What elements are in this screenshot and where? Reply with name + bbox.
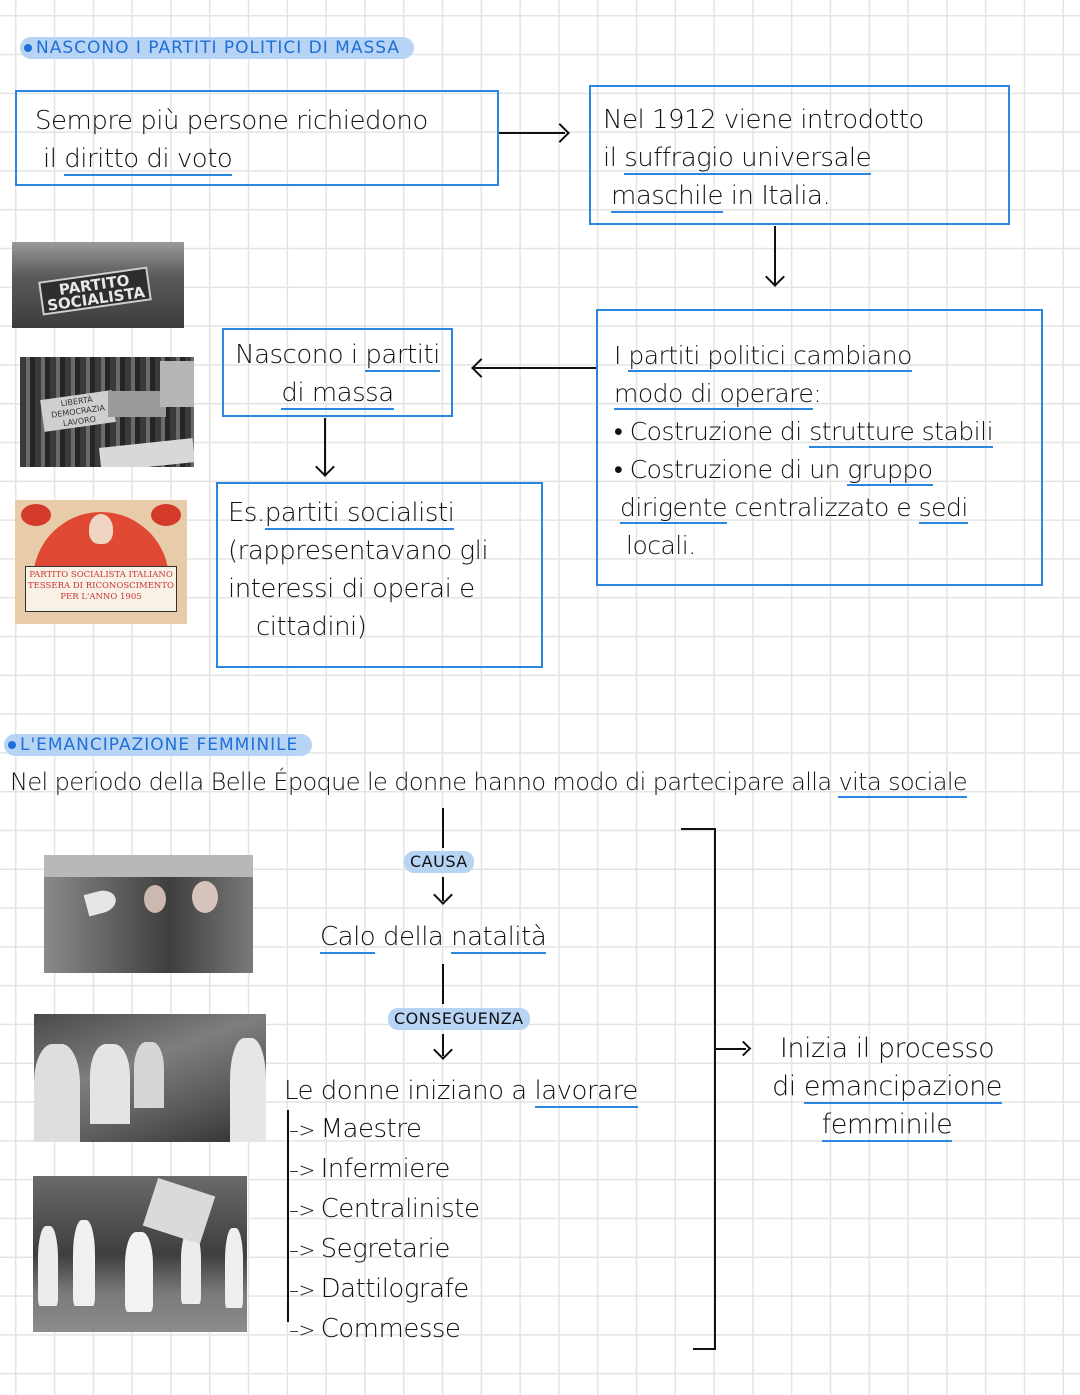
list-item [289,1310,479,1350]
branch-arrow-icon: –> [289,1318,321,1342]
text: Es. [228,498,265,528]
branch-arrow-icon: –> [289,1198,321,1222]
arrow-down-icon [315,457,335,477]
underlined-lavorare: lavorare [534,1076,638,1106]
card-caption-line1: PARTITO SOCIALISTA ITALIANO [29,570,173,580]
bracket-vertical [714,828,716,1350]
text: il [43,144,65,174]
section-heading-emancipazione [4,734,312,756]
box-nascono-partiti [222,328,453,417]
job-label: Centraliniste [320,1194,480,1224]
section-heading-partiti [20,37,414,59]
box-suffragio-1912 [589,85,1010,225]
job-label: Segretarie [320,1234,450,1264]
marcher-figure [38,1226,58,1306]
marcher-figure [225,1228,243,1308]
rally-crowd-photo [20,357,194,467]
box-voto-line1: Sempre più persone richiedono [35,106,428,136]
underlined-calo: Calo [320,922,376,952]
heading-text: NASCONO I PARTITI POLITICI DI MASSA [36,38,401,58]
underlined-suffragio-universale: suffragio universale [624,143,872,173]
branch-arrow-icon: –> [289,1158,321,1182]
underlined-maschile: maschile [611,181,724,211]
text: in Italia. [723,181,831,211]
text: Nel periodo della Belle Époque le donne hanno modo di partecipare alla [10,768,839,796]
job-label: Dattilografe [320,1274,469,1304]
text: • Costruzione di un [614,455,848,484]
list-item [289,1150,479,1190]
bracket-top [681,828,715,830]
box-diritto-voto [15,90,499,186]
box-1912-line1: Nel 1912 viene introdotto [603,105,924,135]
carnation-icon [151,504,181,526]
text: I [614,341,629,370]
underlined-partiti: partiti [365,340,440,370]
intro-sentence [10,763,967,801]
label-causa: CAUSA [404,851,474,873]
text: : [813,379,822,408]
women-factory-workers-photo [34,1014,266,1142]
underlined-vita-sociale: vita sociale [838,768,968,796]
branch-arrow-icon: –> [289,1118,321,1142]
underlined-natalita: natalità [451,922,547,952]
arrow-down-icon [433,1040,453,1060]
underlined-gruppo: gruppo [847,455,933,484]
list-item [289,1190,479,1230]
carnation-icon [21,504,51,526]
bullet-dot-icon [8,741,16,749]
marcher-figure [73,1220,95,1306]
calo-natalita [320,918,546,956]
job-label: Maestre [320,1114,422,1144]
branch-arrow-icon: –> [289,1238,321,1262]
banner-text: PARTITO SOCIALISTA [38,267,152,316]
women-protest-megaphone-photo [44,855,253,973]
box-esempio-socialisti [216,482,543,668]
connector-line [442,964,444,1004]
bullet-dot-icon [24,44,32,52]
underlined-dirigente: dirigente [620,493,727,522]
placard [99,438,194,467]
face [144,885,166,913]
underlined-partiti-politici-cambiano: partiti politici cambiano [628,341,912,370]
text: Nascono i [235,340,366,370]
result-line1: Inizia il processo [779,1033,995,1064]
box-partiti-cambiano [596,309,1043,586]
arrow-right-icon [550,123,570,143]
label-conseguenza: CONSEGUENZA [388,1008,530,1030]
card-caption-line3: PER L'ANNO 1905 [60,592,142,602]
arrow-right-icon [736,1041,752,1057]
bracket-bottom [693,1348,716,1350]
donne-iniziano-lavorare [284,1072,638,1110]
underlined-strutture-stabili: strutture stabili [809,417,994,446]
face [192,881,218,913]
text: Le donne iniziano a [284,1076,535,1106]
job-label: Infermiere [320,1154,450,1184]
underlined-emancipazione: emancipazione [803,1071,1002,1102]
placard-text: LIBERTÀ DEMOCRAZIA LAVORO [40,390,116,432]
text: • Costruzione di [614,417,810,446]
heading-text: L'EMANCIPAZIONE FEMMINILE [20,735,299,755]
branch-arrow-icon: –> [289,1278,321,1302]
arrow-down-icon [765,267,785,287]
text: della [375,922,452,952]
list-item [289,1110,479,1150]
arrow-down-icon [433,885,453,905]
box-esempio-line4: cittadini) [256,612,367,642]
text: centralizzato e [726,493,919,522]
worker-figure [34,1044,80,1142]
membership-card-image [15,500,187,624]
connector-line [442,808,444,848]
text: locali. [626,531,696,560]
text: il [603,143,625,173]
card-caption [25,566,177,612]
text: di [772,1071,804,1102]
underlined-sedi: sedi [918,493,968,522]
list-item [289,1270,479,1310]
card-caption-line2: TESSERA DI RICONOSCIMENTO [28,581,174,591]
worker-figure [230,1038,266,1142]
figure [89,514,113,544]
underlined-di-massa: di massa [281,378,394,408]
worker-figure [134,1042,164,1108]
suffragette-march-photo [33,1176,247,1332]
underlined-diritto-di-voto: diritto di voto [64,144,233,174]
underlined-femminile: femminile [821,1109,953,1140]
result-emancipazione [762,1030,1012,1144]
placard [108,391,166,417]
job-label: Commesse [320,1314,461,1344]
building-background [44,855,253,877]
jobs-list [289,1110,479,1350]
worker-figure [90,1044,130,1124]
partito-socialista-banner-photo [12,242,184,328]
arrow-left-icon [471,358,491,378]
megaphone-icon [84,887,119,916]
list-item [289,1230,479,1270]
underlined-modo-di-operare: modo di operare [614,379,814,408]
marcher-figure [125,1232,153,1312]
banner-flag [143,1178,216,1244]
placard [160,361,194,407]
box-esempio-line2: (rappresentavano gli [228,536,489,566]
box-esempio-line3: interessi di operai e [228,574,475,604]
underlined-partiti-socialisti: partiti socialisti [264,498,455,528]
